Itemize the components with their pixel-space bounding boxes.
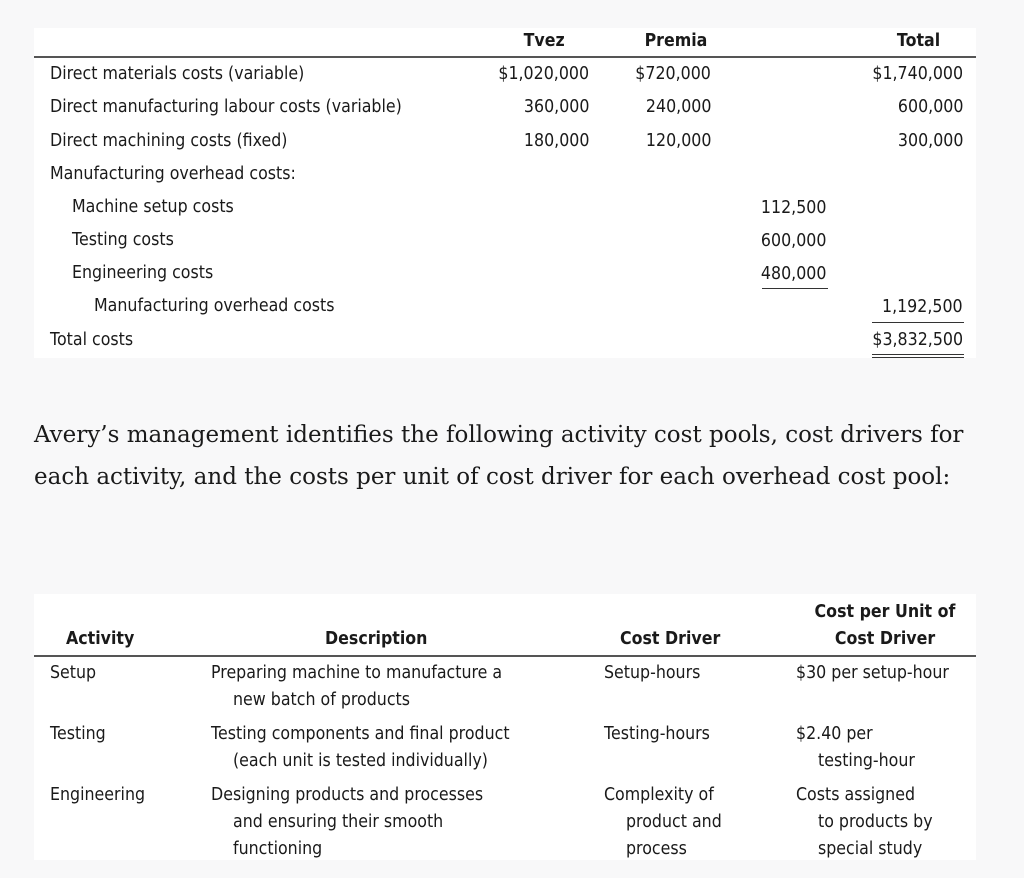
activity-description: functioning (233, 838, 323, 859)
header-activity: Activity (66, 628, 135, 649)
row-label: Engineering costs (72, 262, 214, 283)
cell-premia: $720,000 (635, 63, 711, 84)
activity-name: Engineering (50, 784, 146, 805)
activity-rate: testing-hour (818, 750, 915, 771)
row-label: Direct manufacturing labour costs (variable) (50, 96, 402, 117)
activity-driver: Testing-hours (604, 723, 710, 744)
cell-pool: 600,000 (760, 230, 826, 251)
cell-total: 1,192,500 (882, 296, 963, 317)
activity-rate: $30 per setup-hour (796, 662, 949, 683)
header-total: Total (896, 30, 940, 51)
cell-pool: 480,000 (760, 263, 826, 284)
pool-subtotal-rule (762, 288, 828, 289)
intro-paragraph: Avery’s management identifies the following activity cost pools, cost drivers for each activity, and the costs per unit of cost driver for each overhead cost pool: (34, 422, 964, 490)
activity-driver: Complexity of (604, 784, 714, 805)
activity-rate: Costs assigned (796, 784, 916, 805)
cell-tvez: 180,000 (523, 130, 589, 151)
activity-description: (each unit is tested individually) (233, 750, 488, 771)
cell-premia: 120,000 (645, 130, 711, 151)
row-label: Total costs (50, 329, 134, 350)
activity-driver: product and (626, 811, 722, 832)
cell-total: 600,000 (897, 96, 963, 117)
activity-header-rule (34, 655, 976, 657)
cell-total: 300,000 (897, 130, 963, 151)
double-underline-top (872, 354, 964, 355)
total-subtotal-rule (872, 322, 964, 323)
header-rate-line1: Cost per Unit of (814, 601, 956, 622)
cell-tvez: $1,020,000 (498, 63, 589, 84)
activity-name: Setup (50, 662, 97, 683)
activity-description: and ensuring their smooth (233, 811, 444, 832)
header-rule (34, 56, 976, 58)
activity-description: Designing products and processes (211, 784, 484, 805)
cell-total: $3,832,500 (872, 329, 963, 350)
activity-rate: to products by (818, 811, 933, 832)
row-label: Manufacturing overhead costs: (50, 163, 296, 184)
activity-driver: process (626, 838, 687, 859)
cell-premia: 240,000 (645, 96, 711, 117)
activity-driver: Setup-hours (604, 662, 701, 683)
cell-tvez: 360,000 (523, 96, 589, 117)
activity-description: Preparing machine to manufacture a (211, 662, 503, 683)
header-premia: Premia (644, 30, 707, 51)
row-label: Testing costs (72, 229, 174, 250)
double-underline-bottom (872, 357, 964, 358)
header-cost-driver: Cost Driver (620, 628, 721, 649)
cell-total: $1,740,000 (872, 63, 963, 84)
row-label: Machine setup costs (72, 196, 234, 217)
activity-description: new batch of products (233, 689, 411, 710)
cell-pool: 112,500 (760, 197, 826, 218)
activity-description: Testing components and final product (211, 723, 510, 744)
row-label: Direct machining costs (fixed) (50, 130, 288, 151)
header-description: Description (325, 628, 428, 649)
row-label: Manufacturing overhead costs (94, 295, 335, 316)
header-rate-line2: Cost Driver (834, 628, 936, 649)
row-label: Direct materials costs (variable) (50, 63, 305, 84)
header-tvez: Tvez (523, 30, 565, 51)
activity-rate: $2.40 per (796, 723, 873, 744)
activity-rate: special study (818, 838, 923, 859)
activity-name: Testing (50, 723, 106, 744)
